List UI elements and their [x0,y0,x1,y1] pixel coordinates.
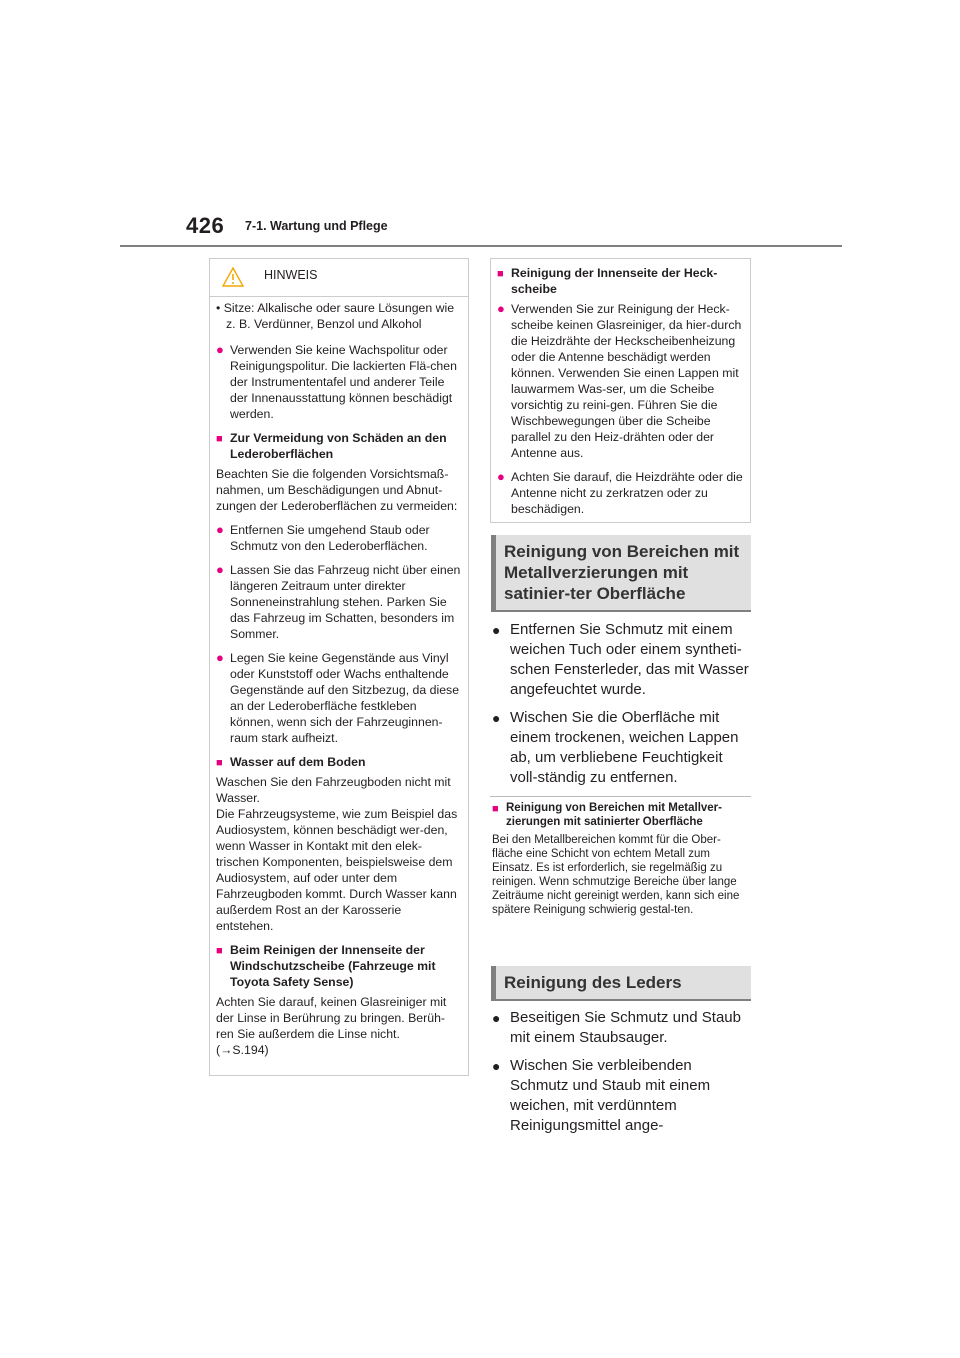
warning-triangle-icon [222,267,244,287]
list-item: ● Lassen Sie das Fahrzeug nicht über einen längeren Zeitraum unter direkter Sonneneinstrahlung stehen. Parken Sie das Fahrzeug im Schatten, besonders im Sommer. [216,562,461,641]
bullet-text: Lassen Sie das Fahrzeug nicht über einen längeren Zeitraum unter direkter Sonneneinstrahlung stehen. Parken Sie das Fahrzeug im Schatten, besonders im Sommer. [230,563,461,641]
chapter-title: 7-1. Wartung und Pflege [245,219,388,233]
section-heading-text: Reinigung von Bereichen mit Metallverzierungen mit satinier-ter Oberfläche [504,542,740,603]
bullet-text: Wischen Sie verbleibenden Schmutz und Staub mit einem weichen, mit verdünntem Reinigungsmittel ange- [510,1057,711,1134]
leather-section-heading [491,966,751,1001]
metal-instructions [492,620,750,796]
subheading: ■ Reinigung der Innenseite der Heck-scheibe [497,266,718,296]
subheading: ■ Beim Reinigen der Innenseite der Windschutzscheibe (Fahrzeuge mit Toyota Safety Sense) [216,943,436,989]
bullet-text: Achten Sie darauf, die Heizdrähte oder die Antenne nicht zu zerkratzen oder zu beschädigen. [511,470,743,516]
subheading: ■ Zur Vermeidung von Schäden an den Lederoberflächen [216,431,447,461]
divider [490,796,751,797]
bullet-text: Wischen Sie die Oberfläche mit einem trockenen, weichen Lappen ab, um verbliebene Feuchtigkeit voll-ständig zu entfernen. [510,709,739,786]
page-reference-link[interactable]: (→S.194) [216,1043,269,1057]
paragraph: Bei den Metallbereichen kommt für die Ober-fläche eine Schicht von echtem Metall zum Einsatz. Es ist erforderlich, sie regelmäßig zu reinigen. Wenn schmutzige Bereiche über lange Zeiträume nicht gereinigt werden, kann sich eine spätere Reinigung schwierig gestal-ten. [492,834,740,916]
section-heading-text: Reinigung des Leders [504,973,682,992]
list-item: ● Wischen Sie die Oberfläche mit einem trockenen, weichen Lappen ab, um verbliebene Feuchtigkeit voll-ständig zu entfernen. [492,709,739,786]
metal-section-heading [491,535,751,612]
list-item: ● Legen Sie keine Gegenstände aus Vinyl oder Kunststoff oder Wachs enthaltende Gegenstände auf den Sitzbezug, da diese an der Lederoberfläche festkleben können, wenn sich der Fahrzeuginnen-raum stark aufheizt. [216,650,460,745]
list-item: ● Wischen Sie verbleibenden Schmutz und Staub mit einem weichen, mit verdünntem Reinigungsmittel ange- [492,1057,711,1134]
page-number: 426 [186,213,225,238]
subheading: ■ Reinigung von Bereichen mit Metallver-zierungen mit satinierter Oberfläche [492,802,722,828]
rear-window-box [490,258,751,523]
list-item: ● Entfernen Sie Schmutz mit einem weichen Tuch oder einem syntheti-schen Fensterleder, das mit Wasser angefeuchtet wurde. [492,621,749,698]
subheading-text: Wasser auf dem Boden [230,755,366,769]
subheading-text: Zur Vermeidung von Schäden an den Lederoberflächen [230,431,447,461]
metal-note [492,801,750,925]
bullet-text: Entfernen Sie Schmutz mit einem weichen Tuch oder einem syntheti-schen Fensterleder, das mit Wasser angefeuchtet wurde. [510,621,749,698]
list-item: ● Entfernen Sie umgehend Staub oder Schmutz von den Lederoberflächen. [216,522,430,553]
notice-body [216,300,462,1066]
subheading-text: Reinigung von Bereichen mit Metallver-zierungen mit satinierter Oberfläche [506,802,722,828]
list-item: ● Verwenden Sie zur Reinigung der Heck-scheibe keinen Glasreiniger, da hier-durch die Heizdrähte der Heckscheibenheizung oder die Antenne beschädigt werden können. Verwenden Sie einen Lappen mit lauwarmem Was-ser, um die Scheibe vorsichtig zu reini-gen. Führen Sie die Wischbewegungen über die Scheibe parallel zu den Heiz-drähten oder der Antenne aus. [497,301,742,460]
bullet-text: Legen Sie keine Gegenstände aus Vinyl oder Kunststoff oder Wachs enthaltende Gegenstände auf den Sitzbezug, da diese an der Lederoberfläche festkleben können, wenn sich der Fahrzeuginnen-raum stark aufheizt. [230,651,460,745]
paragraph: Achten Sie darauf, keinen Glasreiniger mit der Linse in Berührung zu bringen. Berüh-ren Sie außerdem die Linse nicht. [216,995,447,1041]
bullet-text: Verwenden Sie zur Reinigung der Heck-scheibe keinen Glasreiniger, da hier-durch die Heizdrähte der Heckscheibenheizung oder die Antenne beschädigt werden können. Verwenden Sie einen Lappen mit lauwarmem Was-ser, um die Scheibe vorsichtig zu reini-gen. Führen Sie die Wischbewegungen über die Scheibe parallel zu den Heiz-drähten oder der Antenne aus. [511,302,742,460]
notice-label: HINWEIS [264,268,318,282]
paragraph: Beachten Sie die folgenden Vorsichtsmaß-nahmen, um Beschädigungen und Abnut-zungen der Lederoberflächen zu vermeiden: [216,467,458,513]
list-item: ● Achten Sie darauf, die Heizdrähte oder die Antenne nicht zu zerkratzen oder zu beschädigen. [497,469,743,516]
subheading-text: Beim Reinigen der Innenseite der Windschutzscheibe (Fahrzeuge mit Toyota Safety Sense) [230,943,436,989]
leather-instructions [492,1008,750,1144]
notice-box [209,258,469,1076]
list-item: ● Verwenden Sie keine Wachspolitur oder Reinigungspolitur. Die lackierten Flä-chen der Instrumententafel und anderer Teile der Innenausstattung können beschädigt werden. [216,342,457,421]
notice-intro: • Sitze: Alkalische oder saure Lösungen wie z. B. Verdünner, Benzol und Alkohol [216,301,455,331]
notice-header [210,259,468,297]
bullet-text: Verwenden Sie keine Wachspolitur oder Reinigungspolitur. Die lackierten Flä-chen der Instrumententafel und anderer Teile der Innenausstattung können beschädigt werden. [230,343,457,421]
bullet-text: Beseitigen Sie Schmutz und Staub mit einem Staubsauger. [510,1009,741,1046]
bullet-text: Entfernen Sie umgehend Staub oder Schmutz von den Lederoberflächen. [230,523,430,553]
subheading: ■ Wasser auf dem Boden [216,755,366,769]
paragraph: Die Fahrzeugsysteme, wie zum Beispiel das Audiosystem, können beschädigt wer-den, wenn Wasser in Kontakt mit den elek-trischen Komponenten, beispielsweise dem Audiosystem, auf oder unter dem Fahrzeugboden kommt. Durch Wasser kann außerdem Rost an der Karosserie entstehen. [216,807,458,933]
list-item: ● Beseitigen Sie Schmutz und Staub mit einem Staubsauger. [492,1009,741,1046]
rear-window-body [497,265,743,525]
subheading-text: Reinigung der Innenseite der Heck-scheibe [511,266,718,296]
header-divider [120,245,842,247]
paragraph: Waschen Sie den Fahrzeugboden nicht mit Wasser. [216,775,451,805]
